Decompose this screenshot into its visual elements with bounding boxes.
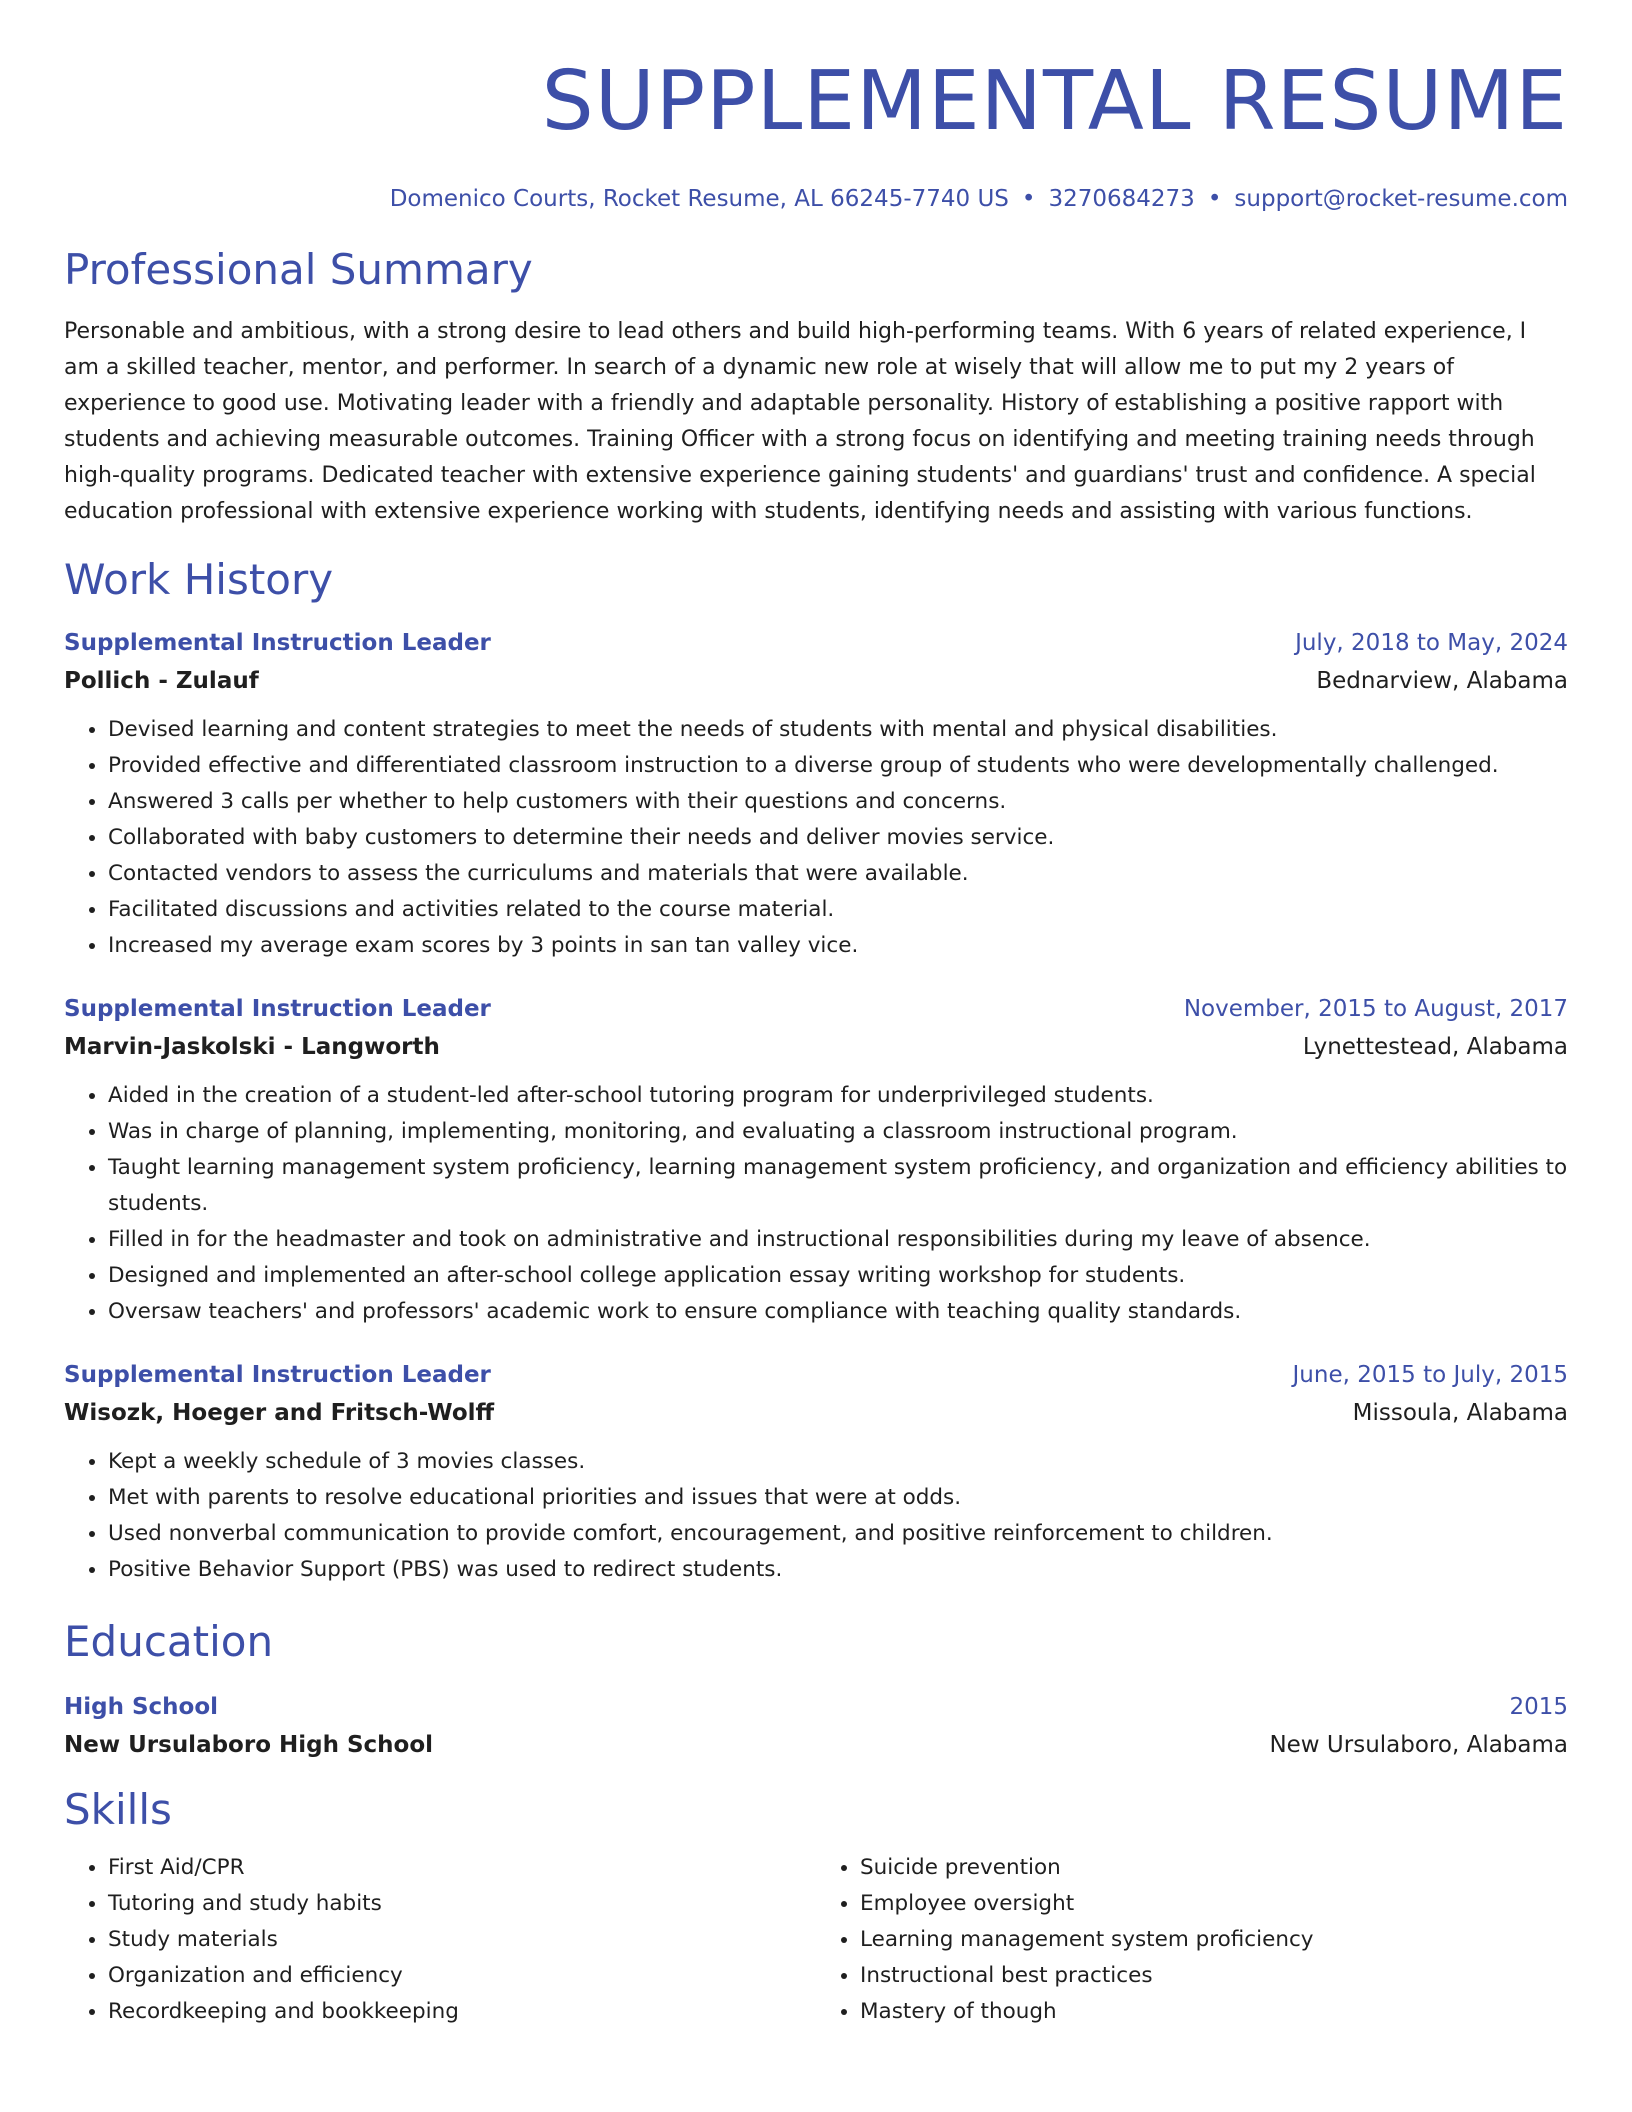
summary-text: Personable and ambitious, with a strong desire to lead others and build high-performing teams. With 6 years of related experience, I am a skilled teacher, mentor, and performer. In search of a dynamic new role at wisely that will allow me to put my 2 years of experience to good use. Motivating leader with a friendly and adaptable personality. History of establishing a positive rapport with students and achieving measurable outcomes. Training Officer with a strong focus on identifying and meeting training needs through high-quality programs. Dedicated teacher with extensive experience gaining students' and guardians' trust and confidence. A special education professional with extensive experience working with students, identifying needs and assisting with various functions.	[64, 319, 1536, 524]
education-degree: High School	[64, 1694, 219, 1720]
job-bullet: • Provided effective and differentiated classroom instruction to a diverse group of students who were developmentally challenged.	[108, 748, 1568, 784]
education-location: New Ursulaboro, Alabama	[1269, 1732, 1568, 1758]
job-bullet: • Increased my average exam scores by 3 points in san tan valley vice.	[108, 928, 1568, 964]
skills-column-left	[64, 1850, 816, 2030]
skills-column-right	[816, 1850, 1568, 2030]
job-bullet: • Oversaw teachers' and professors' academic work to ensure compliance with teaching quality standards.	[108, 1294, 1568, 1330]
job-bullet: • Used nonverbal communication to provide comfort, encouragement, and positive reinforcement to children.	[108, 1516, 1568, 1552]
education-entry	[64, 1688, 1568, 1764]
skill-item: • Recordkeeping and bookkeeping	[108, 1994, 816, 2030]
job-location: Bednarview, Alabama	[1316, 668, 1568, 694]
skills-list	[64, 1850, 1568, 2030]
contact-address: Domenico Courts, Rocket Resume, AL 66245-7740 US	[389, 186, 1009, 212]
job-bullets	[64, 1078, 1568, 1330]
job-employer: Wisozk, Hoeger and Fritsch-Wolff	[64, 1400, 495, 1426]
job-location: Missoula, Alabama	[1352, 1400, 1568, 1426]
resume-title: SUPPLEMENTAL RESUME	[541, 54, 1568, 149]
education-school: New Ursulaboro High School	[64, 1732, 434, 1758]
job-bullet: • Taught learning management system proficiency, learning management system proficiency, and organization and efficiency abilities to students.	[108, 1150, 1568, 1222]
job-bullet: • Was in charge of planning, implementing, monitoring, and evaluating a classroom instructional program.	[108, 1114, 1568, 1150]
job-entry	[64, 990, 1568, 1330]
job-entry	[64, 1356, 1568, 1588]
section-title-education: Education	[64, 1617, 274, 1666]
job-location: Lynettestead, Alabama	[1302, 1034, 1568, 1060]
contact-line	[64, 186, 1568, 212]
job-title: Supplemental Instruction Leader	[64, 996, 491, 1022]
education-year: 2015	[1509, 1694, 1568, 1720]
skill-item: • Mastery of though	[860, 1994, 1568, 2030]
job-dates: November, 2015 to August, 2017	[1183, 996, 1568, 1022]
job-employer: Marvin-Jaskolski - Langworth	[64, 1034, 440, 1060]
job-bullet: • Contacted vendors to assess the curriculums and materials that were available.	[108, 856, 1568, 892]
skill-item: • Instructional best practices	[860, 1958, 1568, 1994]
skill-item: • Tutoring and study habits	[108, 1886, 816, 1922]
job-dates: June, 2015 to July, 2015	[1292, 1362, 1568, 1388]
job-bullet: • Facilitated discussions and activities related to the course material.	[108, 892, 1568, 928]
contact-separator: •	[1207, 186, 1222, 212]
job-bullet: • Kept a weekly schedule of 3 movies classes.	[108, 1444, 1568, 1480]
contact-phone: 3270684273	[1048, 186, 1195, 212]
job-bullet: • Answered 3 calls per whether to help customers with their questions and concerns.	[108, 784, 1568, 820]
section-title-skills: Skills	[64, 1785, 172, 1834]
skill-item: • Employee oversight	[860, 1886, 1568, 1922]
job-entry	[64, 624, 1568, 964]
job-bullet: • Met with parents to resolve educational priorities and issues that were at odds.	[108, 1480, 1568, 1516]
skill-item: • Suicide prevention	[860, 1850, 1568, 1886]
job-bullet: • Aided in the creation of a student-led after-school tutoring program for underprivileged students.	[108, 1078, 1568, 1114]
skill-item: • Organization and efficiency	[108, 1958, 816, 1994]
contact-email: support@rocket-resume.com	[1234, 186, 1568, 212]
job-bullet: • Positive Behavior Support (PBS) was used to redirect students.	[108, 1552, 1568, 1588]
job-bullet: • Collaborated with baby customers to determine their needs and deliver movies service.	[108, 820, 1568, 856]
job-bullets	[64, 712, 1568, 964]
section-title-summary: Professional Summary	[64, 245, 533, 294]
job-bullet: • Designed and implemented an after-school college application essay writing workshop for students.	[108, 1258, 1568, 1294]
skill-item: • Learning management system proficiency	[860, 1922, 1568, 1958]
job-bullets	[64, 1444, 1568, 1588]
skill-item: • First Aid/CPR	[108, 1850, 816, 1886]
job-dates: July, 2018 to May, 2024	[1295, 630, 1568, 656]
contact-separator: •	[1021, 186, 1036, 212]
section-title-work-history: Work History	[64, 555, 334, 604]
job-employer: Pollich - Zulauf	[64, 668, 259, 694]
job-bullet: • Devised learning and content strategies to meet the needs of students with mental and physical disabilities.	[108, 712, 1568, 748]
job-title: Supplemental Instruction Leader	[64, 630, 491, 656]
job-bullet: • Filled in for the headmaster and took on administrative and instructional responsibilities during my leave of absence.	[108, 1222, 1568, 1258]
skill-item: • Study materials	[108, 1922, 816, 1958]
job-title: Supplemental Instruction Leader	[64, 1362, 491, 1388]
